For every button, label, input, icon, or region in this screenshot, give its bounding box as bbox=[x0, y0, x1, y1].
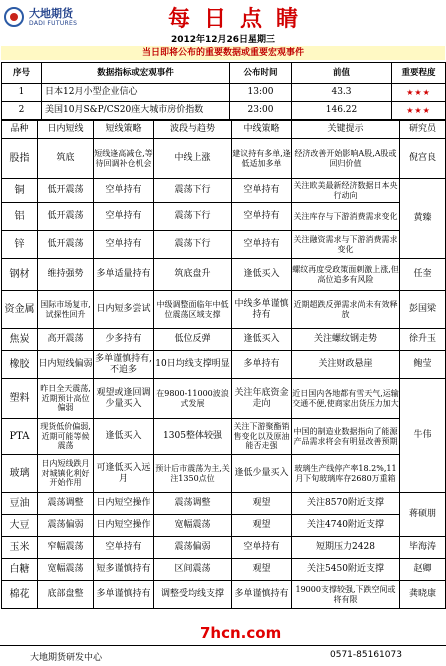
macro-prev: 43.3 bbox=[292, 84, 392, 102]
macro-row bbox=[2, 102, 446, 120]
commodity-mid: 多单谨慎持有 bbox=[232, 581, 292, 609]
commodity-analyst: 彭国梁 bbox=[400, 291, 446, 329]
commodity-mid: 观望 bbox=[232, 515, 292, 537]
commodity-mid: 逢低买入 bbox=[232, 329, 292, 351]
commodity-trend: 中线上涨 bbox=[154, 139, 232, 179]
commodity-trend: 震荡下行 bbox=[154, 179, 232, 203]
commodity-short: 多单适量持有 bbox=[94, 259, 154, 291]
commodity-hint: 关注库存与下游消费需求变化 bbox=[292, 203, 400, 231]
commodity-col-header: 研究员 bbox=[400, 121, 446, 139]
commodity-mid: 中线多单谨慎持有 bbox=[232, 291, 292, 329]
commodity-row bbox=[2, 203, 446, 231]
commodity-name: 玻璃 bbox=[2, 455, 38, 493]
commodity-intraday: 低开震荡 bbox=[38, 203, 94, 231]
commodity-trend: 低位反弹 bbox=[154, 329, 232, 351]
commodity-name: 钢材 bbox=[2, 259, 38, 291]
commodity-hint: 关注8570附近支撑 bbox=[292, 493, 400, 515]
macro-col-header: 序号 bbox=[2, 63, 42, 84]
watermark-text: 7hcn.com bbox=[200, 624, 282, 642]
commodity-name: 白糖 bbox=[2, 559, 38, 581]
commodity-trend: 调整受均线支撑 bbox=[154, 581, 232, 609]
commodity-col-header: 中线策略 bbox=[232, 121, 292, 139]
commodity-analyst: 黄臻 bbox=[400, 179, 446, 259]
commodity-intraday: 维持强势 bbox=[38, 259, 94, 291]
commodity-row bbox=[2, 455, 446, 493]
commodity-short: 空单持有 bbox=[94, 231, 154, 259]
commodity-trend: 震荡偏弱 bbox=[154, 537, 232, 559]
commodity-mid: 空单持有 bbox=[232, 203, 292, 231]
commodity-short: 日内短多尝试 bbox=[94, 291, 154, 329]
commodity-trend: 中级调整面临年中低位震荡区域支撑 bbox=[154, 291, 232, 329]
commodity-trend: 1305整体较强 bbox=[154, 419, 232, 455]
macro-no: 2 bbox=[2, 102, 42, 120]
commodity-short: 日内短空操作 bbox=[94, 493, 154, 515]
commodity-row bbox=[2, 537, 446, 559]
commodity-short: 可逢低买入远月 bbox=[94, 455, 154, 493]
commodity-trend: 预计后市震荡为主,关注1350点位 bbox=[154, 455, 232, 493]
commodity-hint: 关注融资需求与下游消费需求变化 bbox=[292, 231, 400, 259]
commodity-intraday: 低开震荡 bbox=[38, 179, 94, 203]
commodity-col-header: 品种 bbox=[2, 121, 38, 139]
commodity-col-header: 短线策略 bbox=[94, 121, 154, 139]
commodity-name: 豆油 bbox=[2, 493, 38, 515]
commodity-intraday: 日内短线跌月对城镇化利好开始作用 bbox=[38, 455, 94, 493]
commodity-trend: 区间震荡 bbox=[154, 559, 232, 581]
commodity-name: 大豆 bbox=[2, 515, 38, 537]
commodity-trend: 震荡调整 bbox=[154, 493, 232, 515]
report-header bbox=[0, 0, 446, 34]
commodity-mid: 多单持有 bbox=[232, 351, 292, 379]
commodity-short: 空单持有 bbox=[94, 179, 154, 203]
page-title: 每日点睛 bbox=[167, 7, 312, 32]
commodity-mid: 关注年底资金走向 bbox=[232, 379, 292, 419]
commodity-row bbox=[2, 139, 446, 179]
commodity-trend: 宽幅震荡 bbox=[154, 515, 232, 537]
commodity-hint: 19000支撑较强,下跌空间或将有限 bbox=[292, 581, 400, 609]
commodity-short: 多单谨慎持有,不追多 bbox=[94, 351, 154, 379]
commodity-intraday: 底部盘整 bbox=[38, 581, 94, 609]
commodity-name: 玉米 bbox=[2, 537, 38, 559]
commodity-hint: 短期压力2428 bbox=[292, 537, 400, 559]
commodity-analyst: 倪宫良 bbox=[400, 139, 446, 179]
commodity-name: 塑料 bbox=[2, 379, 38, 419]
macro-row bbox=[2, 84, 446, 102]
commodity-intraday: 低开震荡 bbox=[38, 231, 94, 259]
macro-col-header: 前值 bbox=[292, 63, 392, 84]
commodity-intraday: 窄幅震荡 bbox=[38, 537, 94, 559]
commodity-col-header: 关键提示 bbox=[292, 121, 400, 139]
commodity-mid: 观望 bbox=[232, 559, 292, 581]
commodity-row bbox=[2, 419, 446, 455]
importance-stars: ★★★ bbox=[392, 84, 446, 102]
commodity-mid: 空单持有 bbox=[232, 231, 292, 259]
report-date: 2012年12月26日星期三 bbox=[170, 35, 276, 45]
commodity-mid: 空单持有 bbox=[232, 537, 292, 559]
commodity-trend: 10日均线支撑明显 bbox=[154, 351, 232, 379]
commodity-intraday: 震荡调整 bbox=[38, 493, 94, 515]
commodity-intraday: 日内短线偏弱 bbox=[38, 351, 94, 379]
commodity-mid: 空单持有 bbox=[232, 179, 292, 203]
commodity-short: 短多谨慎持有 bbox=[94, 559, 154, 581]
commodity-col-header: 日内短线 bbox=[38, 121, 94, 139]
commodity-trend: 筑底盘升 bbox=[154, 259, 232, 291]
commodity-mid: 逢低少量买入 bbox=[232, 455, 292, 493]
commodity-mid: 逢低买入 bbox=[232, 259, 292, 291]
logo-english-name: DADI FUTURES bbox=[29, 20, 78, 27]
commodity-hint: 关注4740附近支撑 bbox=[292, 515, 400, 537]
commodity-short: 日内短空操作 bbox=[94, 515, 154, 537]
commodity-hint: 关注螺纹钢走势 bbox=[292, 329, 400, 351]
commodity-intraday: 筑底 bbox=[38, 139, 94, 179]
commodity-analyst: 鲍莹 bbox=[400, 351, 446, 379]
commodity-intraday: 宽幅震荡 bbox=[38, 559, 94, 581]
commodity-name: 橡胶 bbox=[2, 351, 38, 379]
macro-prev: 146.22 bbox=[292, 102, 392, 120]
commodity-short: 多单谨慎持有 bbox=[94, 581, 154, 609]
macro-events-table bbox=[1, 62, 446, 120]
commodity-hint: 关注欧美最新经济数据日本央行动向 bbox=[292, 179, 400, 203]
commodity-row bbox=[2, 493, 446, 515]
importance-stars: ★★★ bbox=[392, 102, 446, 120]
macro-header-row bbox=[2, 63, 446, 84]
commodity-short: 观望或逢回调少量买入 bbox=[94, 379, 154, 419]
commodity-intraday: 高开震荡 bbox=[38, 329, 94, 351]
page-footer bbox=[0, 645, 446, 666]
commodity-col-header: 波段与趋势 bbox=[154, 121, 232, 139]
macro-no: 1 bbox=[2, 84, 42, 102]
macro-event: 日本12月小型企业信心 bbox=[42, 84, 230, 102]
logo-chinese-name: 大地期货 bbox=[29, 7, 73, 20]
commodity-name: 锌 bbox=[2, 231, 38, 259]
macro-time: 23:00 bbox=[230, 102, 292, 120]
commodity-short: 少多持有 bbox=[94, 329, 154, 351]
commodity-hint: 经济改善开始影响A股,A股或回归价值 bbox=[292, 139, 400, 179]
commodity-mid: 建议持有多单,逢低适加多单 bbox=[232, 139, 292, 179]
commodity-trend: 在9800-11000波浪式发展 bbox=[154, 379, 232, 419]
commodity-name: 铜 bbox=[2, 179, 38, 203]
commodity-trend: 震荡下行 bbox=[154, 231, 232, 259]
commodity-row bbox=[2, 515, 446, 537]
commodity-mid: 观望 bbox=[232, 493, 292, 515]
commodity-header-row bbox=[2, 121, 446, 139]
company-logo bbox=[2, 5, 112, 31]
commodity-name: 焦炭 bbox=[2, 329, 38, 351]
macro-time: 13:00 bbox=[230, 84, 292, 102]
commodity-hint: 关注5450附近支撑 bbox=[292, 559, 400, 581]
commodity-name: 股指 bbox=[2, 139, 38, 179]
commodity-short: 逢低买入 bbox=[94, 419, 154, 455]
macro-event: 美国10月S&P/CS20座大城市房价指数 bbox=[42, 102, 230, 120]
commodity-intraday: 现货低价偏弱,近期可能等候震荡 bbox=[38, 419, 94, 455]
commodity-row bbox=[2, 329, 446, 351]
commodity-analyst: 龚晓康 bbox=[400, 581, 446, 609]
commodity-intraday: 震荡偏弱 bbox=[38, 515, 94, 537]
commodity-intraday: 国际市场复市,试探性回升 bbox=[38, 291, 94, 329]
commodity-analyst: 徐升玉 bbox=[400, 329, 446, 351]
commodity-row bbox=[2, 259, 446, 291]
commodity-strategy-table bbox=[1, 120, 446, 609]
macro-col-header: 公布时间 bbox=[230, 63, 292, 84]
commodity-row bbox=[2, 581, 446, 609]
commodity-hint: 近期超跌反弹需求尚未有效释放 bbox=[292, 291, 400, 329]
commodity-hint: 关注财政悬崖 bbox=[292, 351, 400, 379]
commodity-hint: 螺纹再度受政策面刺激上涨,但高位追多有风险 bbox=[292, 259, 400, 291]
commodity-hint: 近日国内各地都有雪天气,运输交通不便,使商家出货压力加大 bbox=[292, 379, 400, 419]
commodity-intraday: 昨日全天震荡,近期预计高位偏弱 bbox=[38, 379, 94, 419]
commodity-short: 空单持有 bbox=[94, 203, 154, 231]
commodity-trend: 震荡下行 bbox=[154, 203, 232, 231]
commodity-mid: 关注下游聚酯销售变化以及原油能否走强 bbox=[232, 419, 292, 455]
commodity-row bbox=[2, 379, 446, 419]
commodity-analyst: 赵卿 bbox=[400, 559, 446, 581]
commodity-analyst: 毕海涛 bbox=[400, 537, 446, 559]
commodity-row bbox=[2, 559, 446, 581]
commodity-name: 资金属 bbox=[2, 291, 38, 329]
commodity-row bbox=[2, 291, 446, 329]
macro-col-header: 数据指标或宏观事件 bbox=[42, 63, 230, 84]
commodity-analyst: 任奎 bbox=[400, 259, 446, 291]
commodity-name: PTA bbox=[2, 419, 38, 455]
commodity-short: 空单持有 bbox=[94, 537, 154, 559]
footer-org: 大地期货研发中心 bbox=[30, 653, 103, 663]
commodity-row bbox=[2, 351, 446, 379]
logo-mark-icon bbox=[4, 7, 24, 27]
commodity-row bbox=[2, 231, 446, 259]
footer-phone: 0571-85161073 bbox=[330, 650, 402, 660]
commodity-analyst: 蒋硕朋 bbox=[400, 493, 446, 537]
commodity-name: 铝 bbox=[2, 203, 38, 231]
commodity-short: 短线逢高减仓,等待回调补仓机会 bbox=[94, 139, 154, 179]
commodity-hint: 中国的制造业数据指向了能源产品需求将会有明显改善预期 bbox=[292, 419, 400, 455]
macro-col-header: 重要程度 bbox=[392, 63, 446, 84]
macro-section-subtitle: 当日即将公布的重要数据或重要宏观事件 bbox=[1, 46, 445, 60]
commodity-row bbox=[2, 179, 446, 203]
commodity-analyst: 牛伟 bbox=[400, 379, 446, 493]
commodity-name: 棉花 bbox=[2, 581, 38, 609]
commodity-hint: 玻璃生产线停产率18.2%,11月下旬玻璃库存2680万重箱 bbox=[292, 455, 400, 493]
